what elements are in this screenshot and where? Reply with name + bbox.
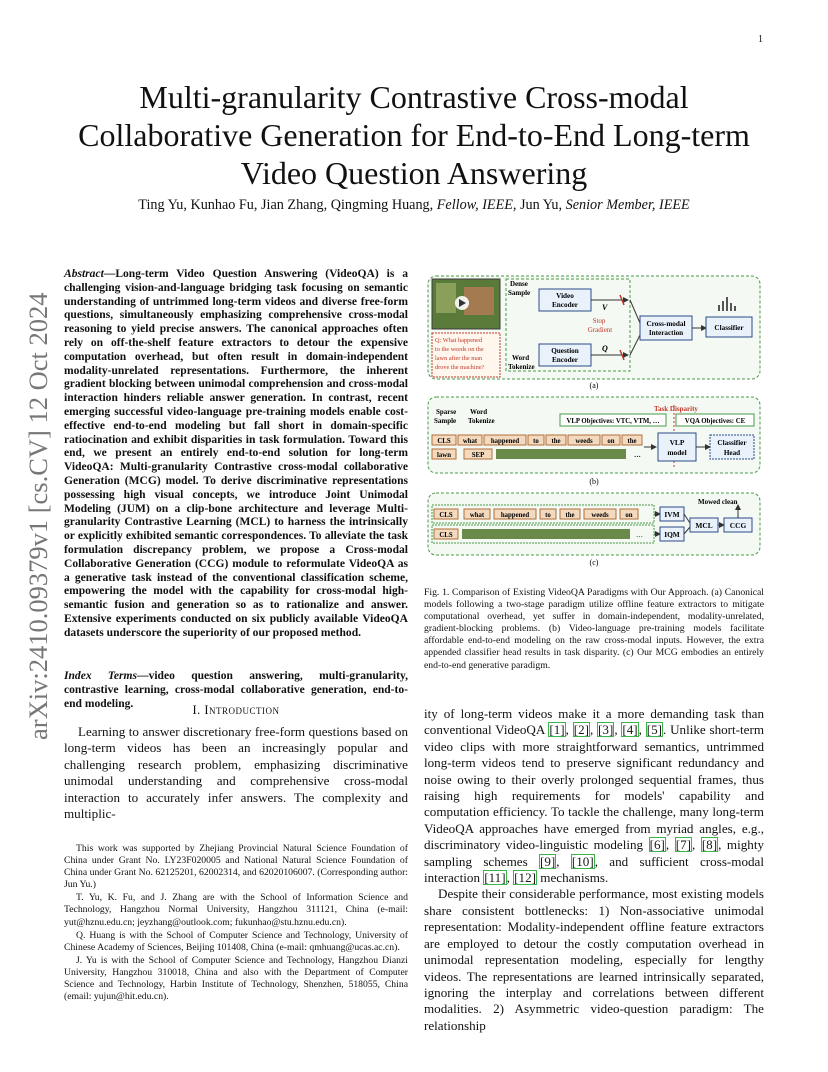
- token-c-happened: happened: [500, 512, 530, 519]
- stop-gradient-1: Stop: [592, 317, 606, 325]
- citation[interactable]: [1]: [549, 722, 565, 738]
- arxiv-stamp-text: arXiv:2410.09379v1 [cs.CV] 12 Oct 2024: [23, 292, 53, 740]
- question-encoder-1: Question: [551, 347, 579, 355]
- citation[interactable]: [2]: [573, 722, 589, 738]
- footnote-affil-1: T. Yu, K. Fu, and J. Zhang are with the School of Information Science and Technology, Hangzhou Normal University, Hangzhou 311121, China (e-mail: yut@hznu.edu.cn; jeyzhang@outlook.com; fukunhao@stu.hznu.edu.cn).: [64, 892, 408, 928]
- token-b-what: what: [462, 438, 478, 445]
- word-tokenize-1: Word: [512, 354, 530, 362]
- dense-sample-2: Sample: [508, 289, 531, 297]
- video-patch-strip-c: [462, 529, 630, 539]
- vlp-model-1: VLP: [669, 438, 685, 447]
- section-title: Introduction: [204, 703, 280, 717]
- q-label: Q: [602, 344, 608, 353]
- dense-sample-1: Dense: [510, 280, 528, 288]
- figure-caption: Fig. 1. Comparison of Existing VideoQA Paradigms with Our Approach. (a) Canonical models following a two-stage paradigm utilize offline feature extractors to mitigate computational overhead, yet suffer in domain-independent, modality-unrelated, gradient-blocking problems. (b) Video-language pre-training models facilitate affordable end-to-end modeling on the raw cross-modal inputs. However, the extra appended classifier head results in task disparity. (c) Our MCG embodies an entirely end-to-end generative paradigm.: [424, 587, 764, 671]
- author-list: [60, 197, 768, 214]
- cross-modal-1: Cross-modal: [646, 320, 686, 328]
- right-column-text: [424, 706, 764, 1034]
- classifier-head-1: Classifier: [717, 439, 747, 447]
- question-line-4: drove the machine?: [435, 364, 485, 371]
- token-c-cls-video: CLS: [439, 532, 453, 539]
- author-yu: , Jun Yu,: [512, 197, 566, 213]
- abstract-label: Abstract: [64, 268, 104, 280]
- citation[interactable]: [7]: [675, 837, 691, 853]
- index-terms-text: —video question answering, multi-granularity, contrastive learning, cross-modal collaborative generation, end-to-end modeling.: [64, 670, 408, 710]
- v-label: V: [602, 303, 608, 312]
- cross-modal-2: Interaction: [648, 329, 684, 337]
- question-line-3: lawn after the man: [435, 355, 483, 362]
- panel-a-label: (a): [589, 381, 599, 390]
- citation[interactable]: [12]: [514, 870, 536, 886]
- word-tokenize-b2: Tokenize: [468, 417, 495, 425]
- citation[interactable]: [5]: [646, 722, 663, 738]
- index-terms-label: Index Terms: [64, 670, 138, 682]
- citation[interactable]: [6]: [649, 837, 665, 853]
- footnote-funding: This work was supported by Zhejiang Provincial Natural Science Foundation of China under Grant No. LY23F020005 and National Natural Science Foundation of China under Grant No. 62125201, 62002314, and 62020106007. (Corresponding author: Jun Yu.): [64, 843, 408, 891]
- question-line-1: Q: What happened: [435, 337, 483, 344]
- classifier-head-2: Head: [723, 449, 741, 457]
- token-c-the: the: [565, 512, 575, 519]
- sparse-sample-1: Sparse: [436, 408, 457, 416]
- panel-c-label: (c): [589, 558, 599, 567]
- right-paragraph-1: ity of long-term videos make it a more demanding task than conventional VideoQA [1], [2], [3], [4], [5]. Unlike short-term video clips with more straightforward semantics, untrimmed long-term videos tend to preserve significant redundancy and noise owing to their overly prolonged sequential frames, thus raising high requirements for models' capability and computation efficiency. To tackle the challenge, many long-term VideoQA approaches have emerged from myriad angles, e.g., discriminatory video-linguistic modeling [6], [7], [8], mighty sampling schemes [9], [10], and sufficient cross-modal interaction [11], [12] mechanisms.: [424, 706, 765, 886]
- token-c-cls: CLS: [439, 512, 453, 519]
- classifier-label: Classifier: [714, 324, 744, 332]
- abstract-text: —Long-term Video Question Answering (VideoQA) is a challenging vision-and-language bridging task focusing on semantic understanding of untrimmed long-term videos and diverse free-form questions, simultaneously emphasizing comprehensive cross-modal reasoning to yield precise answers. The canonical approaches often rely on off-the-shelf feature extractors to detour the expensive computation overhead, but often result in domain-independent modality-unrelated representations. Furthermore, the inherent gradient blocking between unimodal comprehension and cross-modal interaction hinders reliable answer generation. In contrast, recent emerging successful video-language pre-training models enable cost-effective end-to-end modeling but fall short in domain-specific ratiocination and exhibit disparities in task formulation. Toward this end, we present an entirely end-to-end solution for long-term VideoQA: Multi-granularity Contrastive cross-modal collaborative Generation (MCG) model. To derive discriminative representations possessing high visual concepts, we introduce Joint Unimodal Modeling (JUM) on a clip-bone architecture and leverage Multi-granularity Contrastive Learning (MCL) to harness the intrinsically or explicitly exhibited semantic correspondences. To alleviate the task formulation discrepancy problem, we propose a Cross-modal Collaborative Generation (CCG) module to reformulate VideoQA as a generative task instead of the conventional classification scheme, empowering the model with the capability for cross-modal high-semantic fusion and generation so as to rationalize and answer. Extensive experiments conducted on six publicly available VideoQA datasets underscore the superiority of our proposed method.: [64, 268, 408, 639]
- footnote-affil-2: Q. Huang is with the School of Computer Science and Technology, University of Chinese Academy of Sciences, Beijing 101408, China (e-mail: qmhuang@ucas.ac.cn).: [64, 929, 408, 953]
- ccg-label: CCG: [729, 521, 747, 530]
- token-c-what: what: [469, 512, 485, 519]
- vlp-model-2: model: [667, 448, 687, 457]
- ellipsis-b: …: [634, 452, 641, 459]
- token-b-the2: the: [627, 438, 637, 445]
- question-line-2: to the weeds on the: [435, 346, 484, 353]
- citation[interactable]: [3]: [598, 722, 614, 738]
- citation[interactable]: [8]: [701, 837, 718, 853]
- abstract: [64, 268, 408, 641]
- footnote-affil-3: J. Yu is with the School of Computer Science and Technology, Hangzhou Dianzi University, Hangzhou 310018, China and also with the Department of Computer Science and Technology, Harbin Institute of Technology, Shenzhen, 518055, China (email: yujun@hit.edu.cn).: [64, 954, 408, 1003]
- video-encoder-1: Video: [556, 292, 574, 300]
- page-number: 1: [758, 34, 763, 45]
- token-b-happened: happened: [490, 438, 520, 445]
- panel-b-label: (b): [589, 477, 599, 486]
- author-names: Ting Yu, Kunhao Fu, Jian Zhang, Qingming Huang,: [138, 197, 437, 213]
- video-patch-strip-b: [496, 449, 626, 459]
- question-encoder-2: Encoder: [552, 356, 578, 364]
- author-huang-title: Fellow, IEEE: [436, 197, 513, 213]
- video-encoder-2: Encoder: [552, 301, 578, 309]
- token-row-c1: [434, 509, 638, 519]
- mcl-label: MCL: [695, 521, 713, 530]
- token-b-to: to: [533, 438, 539, 445]
- section-heading: [64, 703, 408, 718]
- citation[interactable]: [4]: [622, 722, 638, 738]
- figure-1: [424, 273, 764, 570]
- citation[interactable]: [11]: [484, 870, 506, 886]
- footnotes: [64, 843, 408, 1004]
- paper-title: Multi-granularity Contrastive Cross-modal Collaborative Generation for End-to-End Long-term Video Question Answering: [78, 79, 750, 191]
- ivm-label: IVM: [664, 510, 680, 519]
- iqm-label: IQM: [664, 530, 680, 539]
- token-b-lawn: lawn: [437, 452, 451, 459]
- word-tokenize-2: Tokenize: [508, 363, 535, 371]
- token-c-weeds: weeds: [591, 512, 609, 519]
- token-c-on: on: [625, 512, 633, 519]
- task-disparity: Task Disparity: [654, 405, 698, 413]
- author-yu-title: Senior Member, IEEE: [565, 197, 690, 213]
- answer-label: Mowed clean: [698, 498, 738, 506]
- sparse-sample-2: Sample: [434, 417, 457, 425]
- intro-text: [64, 724, 408, 822]
- stop-gradient-2: Gradient: [587, 326, 613, 334]
- vlp-objectives: VLP Objectives: VTC, VTM, …: [566, 418, 660, 425]
- arxiv-stamp: [16, 288, 54, 743]
- intro-paragraph: Learning to answer discretionary free-form questions based on long-term videos has been an increasingly popular and challenging research problem, emphasizing discriminative unimodal understanding and comprehensive cross-modal interaction to accurately infer answers. The complexity and multiplic-: [64, 724, 408, 822]
- section-number: I.: [192, 703, 201, 717]
- arxiv-stamp-svg: [16, 288, 54, 743]
- token-row-b1: [432, 435, 642, 445]
- token-b-the: the: [551, 438, 561, 445]
- token-b-sep: SEP: [471, 452, 485, 459]
- token-b-cls: CLS: [437, 438, 451, 445]
- citation[interactable]: [9]: [539, 853, 556, 869]
- word-tokenize-b1: Word: [470, 408, 488, 416]
- vqa-objectives: VQA Objectives: CE: [684, 418, 746, 425]
- token-b-on: on: [607, 438, 615, 445]
- token-c-to: to: [545, 512, 551, 519]
- figure-1-diagram: [424, 273, 764, 570]
- right-paragraph-2: Despite their considerable performance, most existing models share consistent bottlenecks: 1) Non-associative unimodal representation: Modality-independent offline feature extractors are employed to detour the costly computation overhead in unimodal representation modeling, especially for lengthy videos. The representations are learned intrinsically separated, ignoring the interplay and correlations between different modalities. 2) Asymmetric video-question paradigm: The relationship: [424, 886, 764, 1033]
- ellipsis-c: …: [636, 531, 643, 539]
- citation[interactable]: [10]: [571, 853, 594, 869]
- token-b-weeds: weeds: [575, 438, 593, 445]
